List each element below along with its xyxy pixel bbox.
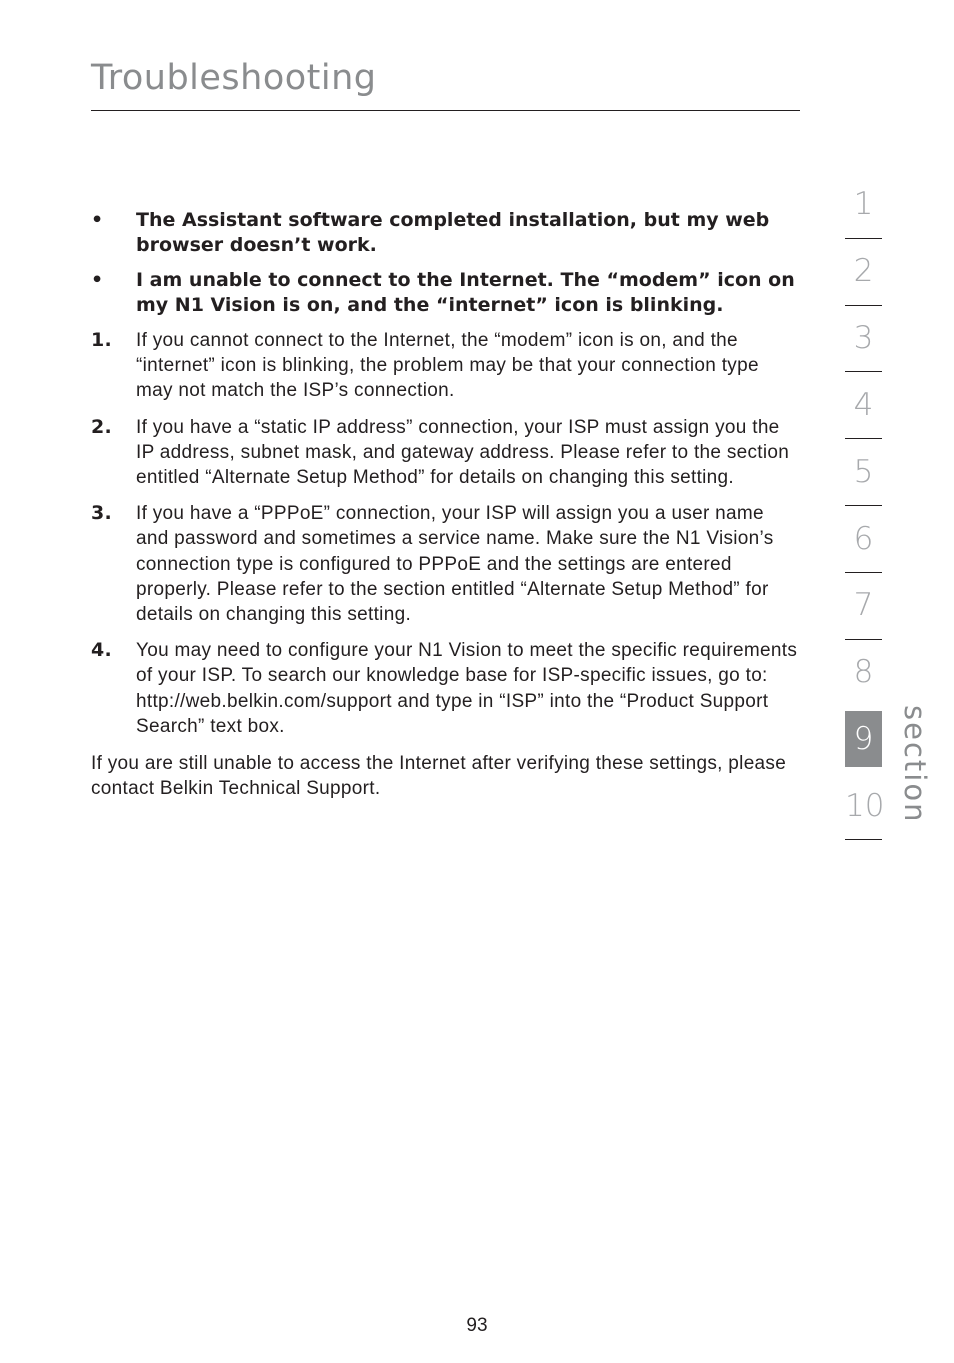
- section-tab-5[interactable]: 5: [853, 454, 874, 490]
- section-tab-7[interactable]: 7: [853, 587, 874, 623]
- question-item: [91, 208, 801, 258]
- section-tab-2[interactable]: 2: [853, 253, 874, 289]
- section-divider: [845, 438, 882, 439]
- section-divider: [845, 238, 882, 239]
- step-item: [91, 415, 801, 491]
- page-title: Troubleshooting: [91, 58, 377, 98]
- step-text: If you have a “PPPoE” connection, your ISP will assign you a user name and password and sometimes a service name. Make sure the N1 Vision’s connection type is configured to PPPoE and the settings are entered properly. Please refer to the section entitled “Alternate Setup Method” for details on changing this setting.: [136, 503, 774, 626]
- section-tab-3[interactable]: 3: [853, 320, 874, 356]
- step-number: 1.: [91, 329, 113, 351]
- header-divider: [91, 110, 800, 111]
- closing-paragraph: If you are still unable to access the Internet after verifying these settings, please contact Belkin Technical Support.: [91, 753, 787, 800]
- step-item: [91, 501, 801, 627]
- bullet-marker: •: [91, 269, 104, 291]
- bullet-marker: •: [91, 209, 104, 231]
- step-item: [91, 638, 801, 739]
- document-body: [91, 208, 801, 820]
- section-label: section: [898, 705, 932, 824]
- step-number: 3.: [91, 502, 113, 525]
- step-text: You may need to configure your N1 Vision to meet the specific requirements of your ISP. To search our knowledge base for ISP-specific issues, go to: http://web.belkin.com/support and type in “ISP” into the “Product Support Search” text box.: [136, 640, 798, 737]
- question-text: I am unable to connect to the Internet. The “modem” icon on my N1 Vision is on, and the “internet” icon is blinking.: [136, 269, 795, 316]
- section-tab-9-active[interactable]: 9: [845, 711, 882, 767]
- section-tab-10[interactable]: 10: [845, 788, 885, 824]
- section-divider: [845, 305, 882, 306]
- section-divider: [845, 839, 882, 840]
- section-tab-4[interactable]: 4: [853, 387, 874, 423]
- step-text: If you have a “static IP address” connection, your ISP must assign you the IP address, subnet mask, and gateway address. Please refer to the section entitled “Alternate Setup Method” for details on changing this setting.: [136, 416, 790, 489]
- question-item: [91, 268, 801, 318]
- section-divider: [845, 505, 882, 506]
- section-tab-1[interactable]: 1: [853, 186, 874, 222]
- section-divider: [845, 371, 882, 372]
- page-number: 93: [466, 1315, 488, 1336]
- step-number: 4.: [91, 639, 113, 662]
- step-text: If you cannot connect to the Internet, the “modem” icon is on, and the “internet” icon is blinking, the problem may be that your connection type may not match the ISP’s connection.: [136, 330, 759, 402]
- section-divider: [845, 572, 882, 573]
- question-text: The Assistant software completed installation, but my web browser doesn’t work.: [136, 209, 770, 256]
- section-tab-8[interactable]: 8: [853, 654, 874, 690]
- section-tab-6[interactable]: 6: [853, 521, 874, 557]
- step-number: 2.: [91, 415, 113, 438]
- step-item: [91, 328, 801, 404]
- section-divider: [845, 639, 882, 640]
